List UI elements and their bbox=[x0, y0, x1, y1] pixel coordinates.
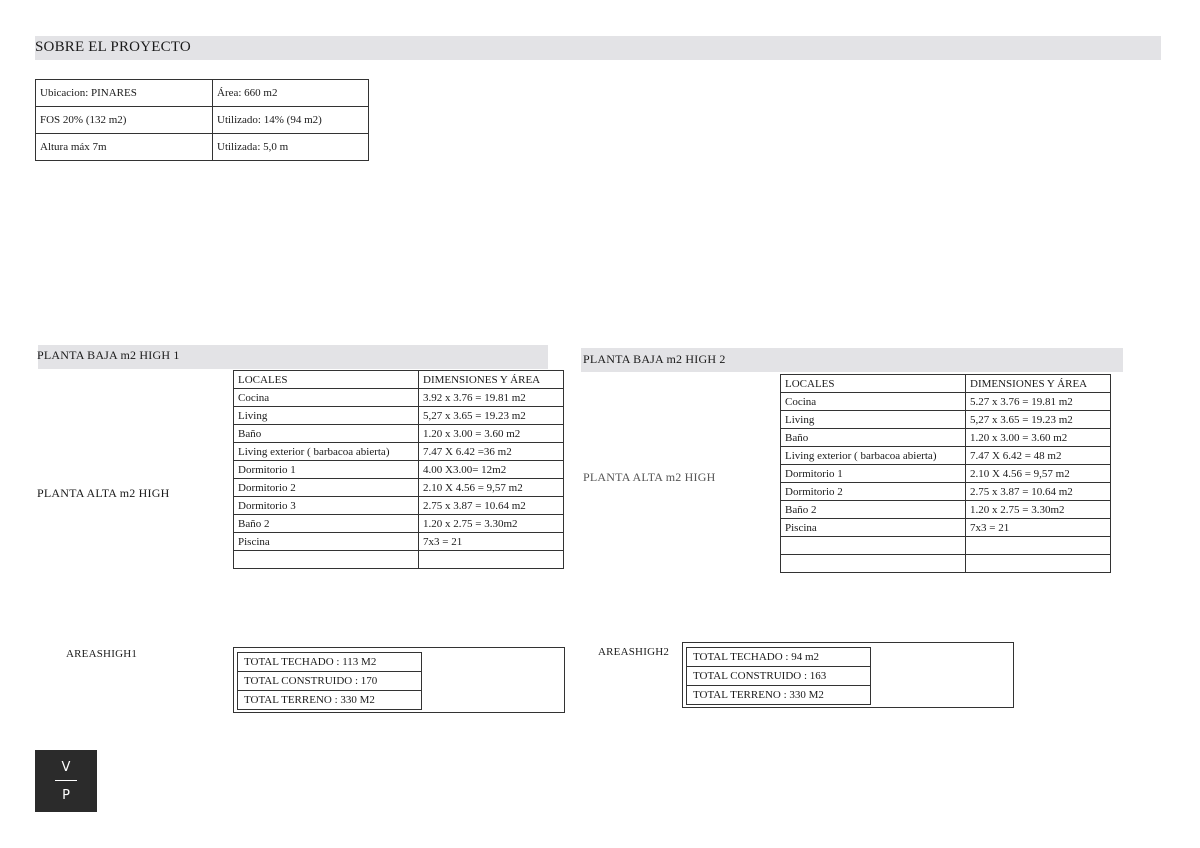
table-row bbox=[781, 483, 1111, 501]
table-cell: Altura máx 7m bbox=[36, 134, 213, 161]
table-header-row bbox=[234, 371, 564, 389]
room-dimension-cell: 5,27 x 3.65 = 19.23 m2 bbox=[419, 407, 564, 425]
planta-baja-right: PLANTA BAJA m2 HIGH 2 bbox=[583, 352, 726, 366]
table-row bbox=[781, 429, 1111, 447]
total-line: TOTAL TERRENO : 330 M2 bbox=[693, 689, 824, 701]
room-name-cell: Dormitorio 2 bbox=[234, 479, 419, 497]
table-row bbox=[36, 80, 369, 107]
room-name-cell: Piscina bbox=[781, 519, 966, 537]
table-row bbox=[781, 537, 1111, 555]
room-name-cell: Living exterior ( barbacoa abierta) bbox=[234, 443, 419, 461]
table-row bbox=[781, 411, 1111, 429]
room-name-cell: Baño bbox=[781, 429, 966, 447]
areas-label-left: AREASHIGH1 bbox=[66, 648, 138, 660]
room-name-cell: LOCALES bbox=[234, 371, 419, 389]
table-cell: Utilizada: 5,0 m bbox=[213, 134, 369, 161]
room-name-cell: Baño 2 bbox=[781, 501, 966, 519]
table-cell: Utilizado: 14% (94 m2) bbox=[213, 107, 369, 134]
table-row bbox=[234, 407, 564, 425]
room-name-cell: Dormitorio 2 bbox=[781, 483, 966, 501]
room-name-cell: Baño 2 bbox=[234, 515, 419, 533]
room-dimension-cell: DIMENSIONES Y ÁREA bbox=[966, 375, 1111, 393]
room-dimension-cell: 1.20 x 3.00 = 3.60 m2 bbox=[966, 429, 1111, 447]
total-line: TOTAL CONSTRUIDO : 163 bbox=[687, 667, 870, 686]
table-cell: Ubicacion: PINARES bbox=[36, 80, 213, 107]
room-dimension-cell: 5,27 x 3.65 = 19.23 m2 bbox=[966, 411, 1111, 429]
room-name-cell: Dormitorio 3 bbox=[234, 497, 419, 515]
room-dimension-cell: 7x3 = 21 bbox=[419, 533, 564, 551]
table-row bbox=[234, 551, 564, 569]
table-header-row bbox=[781, 375, 1111, 393]
rooms-table-right bbox=[780, 374, 1111, 573]
page-title: SOBRE EL PROYECTO bbox=[35, 39, 191, 55]
room-name-cell: Living bbox=[781, 411, 966, 429]
room-dimension-cell: 7.47 X 6.42 = 48 m2 bbox=[966, 447, 1111, 465]
room-dimension-cell: 2.10 X 4.56 = 9,57 m2 bbox=[419, 479, 564, 497]
table-row bbox=[781, 393, 1111, 411]
table-cell: Área: 660 m2 bbox=[213, 80, 369, 107]
total-line: TOTAL CONSTRUIDO : 170 bbox=[238, 672, 421, 691]
table-row bbox=[234, 497, 564, 515]
table-row bbox=[234, 389, 564, 407]
logo-top-letter: V bbox=[61, 760, 71, 775]
room-dimension-cell bbox=[419, 551, 564, 569]
room-dimension-cell bbox=[966, 537, 1111, 555]
room-name-cell: Living bbox=[234, 407, 419, 425]
room-dimension-cell: 1.20 x 3.00 = 3.60 m2 bbox=[419, 425, 564, 443]
logo-divider bbox=[55, 780, 77, 781]
table-row bbox=[36, 134, 369, 161]
room-dimension-cell: 1.20 x 2.75 = 3.30m2 bbox=[419, 515, 564, 533]
planta-alta-right: PLANTA ALTA m2 HIGH bbox=[583, 470, 716, 484]
room-dimension-cell: DIMENSIONES Y ÁREA bbox=[419, 371, 564, 389]
room-name-cell: Baño bbox=[234, 425, 419, 443]
vp-logo bbox=[35, 750, 97, 812]
table-row bbox=[781, 501, 1111, 519]
planta-baja-left: PLANTA BAJA m2 HIGH 1 bbox=[37, 348, 180, 362]
room-dimension-cell: 5.27 x 3.76 = 19.81 m2 bbox=[966, 393, 1111, 411]
table-row bbox=[36, 107, 369, 134]
table-row bbox=[781, 447, 1111, 465]
room-name-cell: Cocina bbox=[781, 393, 966, 411]
table-row bbox=[234, 443, 564, 461]
table-cell: FOS 20% (132 m2) bbox=[36, 107, 213, 134]
room-dimension-cell: 2.75 x 3.87 = 10.64 m2 bbox=[419, 497, 564, 515]
project-info-table bbox=[35, 79, 369, 161]
room-name-cell: Living exterior ( barbacoa abierta) bbox=[781, 447, 966, 465]
table-row bbox=[781, 465, 1111, 483]
totals-list-left bbox=[237, 652, 422, 710]
room-dimension-cell: 3.92 x 3.76 = 19.81 m2 bbox=[419, 389, 564, 407]
header-band bbox=[35, 36, 1161, 60]
room-dimension-cell: 4.00 X3.00= 12m2 bbox=[419, 461, 564, 479]
room-dimension-cell: 2.10 X 4.56 = 9,57 m2 bbox=[966, 465, 1111, 483]
room-name-cell bbox=[781, 537, 966, 555]
room-name-cell: Dormitorio 1 bbox=[234, 461, 419, 479]
room-dimension-cell: 7x3 = 21 bbox=[966, 519, 1111, 537]
total-line: TOTAL TECHADO : 94 m2 bbox=[687, 648, 870, 667]
room-dimension-cell bbox=[966, 555, 1111, 573]
table-row bbox=[234, 533, 564, 551]
rooms-table-left bbox=[233, 370, 564, 569]
room-name-cell: Cocina bbox=[234, 389, 419, 407]
room-dimension-cell: 7.47 X 6.42 =36 m2 bbox=[419, 443, 564, 461]
table-row bbox=[234, 479, 564, 497]
room-dimension-cell: 2.75 x 3.87 = 10.64 m2 bbox=[966, 483, 1111, 501]
table-row bbox=[234, 425, 564, 443]
total-line: TOTAL TECHADO : 113 M2 bbox=[238, 653, 421, 672]
room-name-cell: LOCALES bbox=[781, 375, 966, 393]
totals-list-right bbox=[686, 647, 871, 705]
room-dimension-cell: 1.20 x 2.75 = 3.30m2 bbox=[966, 501, 1111, 519]
room-name-cell: Dormitorio 1 bbox=[781, 465, 966, 483]
logo-bottom-letter: P bbox=[62, 788, 70, 803]
table-row bbox=[234, 461, 564, 479]
table-row bbox=[234, 515, 564, 533]
room-name-cell: Piscina bbox=[234, 533, 419, 551]
planta-alta-left: PLANTA ALTA m2 HIGH bbox=[37, 486, 170, 500]
room-name-cell bbox=[234, 551, 419, 569]
table-row bbox=[781, 555, 1111, 573]
areas-label-right: AREASHIGH2 bbox=[598, 646, 670, 658]
room-name-cell bbox=[781, 555, 966, 573]
total-line: TOTAL TERRENO : 330 M2 bbox=[244, 694, 375, 706]
table-row bbox=[781, 519, 1111, 537]
